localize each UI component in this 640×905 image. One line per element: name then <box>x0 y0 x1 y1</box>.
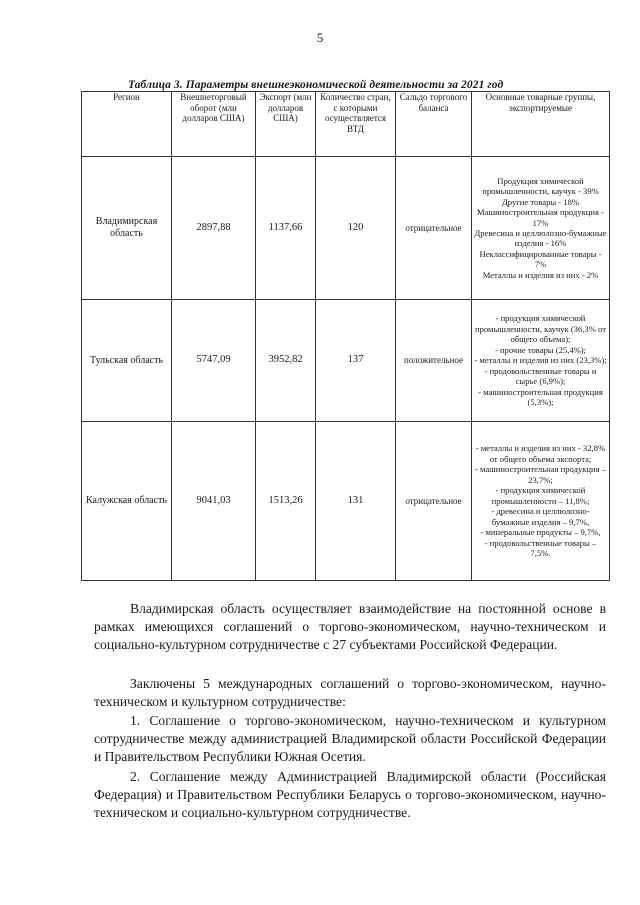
header-region: Регион <box>82 92 172 157</box>
goods-item: - металлы и изделия из них - 32,8% от общего объема экспорта; <box>475 443 606 464</box>
cell-countries: 131 <box>316 422 396 581</box>
page-number: 5 <box>316 30 324 45</box>
body-paragraph <box>94 675 606 711</box>
goods-item: Неклассифицированные товары - 7% <box>479 248 602 270</box>
cell-goods <box>472 157 610 300</box>
goods-item: Металлы и изделия из них - 2% <box>482 269 599 280</box>
cell-export: 1513,26 <box>256 422 316 581</box>
cell-goods <box>472 300 610 422</box>
table-header-row <box>82 92 610 157</box>
goods-item: - продукция химической промышленности – 11,8%; <box>491 485 590 506</box>
cell-balance: отрицательное <box>396 157 472 300</box>
goods-item: Машиностроительная продукция - 17% <box>477 207 604 228</box>
goods-item: - машиностроительная продукция (5,3%); <box>478 386 603 408</box>
goods-item: - машиностроительная продукция – 23,7%; <box>474 464 607 485</box>
paragraph-text: Владимирская область осуществляет взаимодействие на постоянной основе в рамках имеющихся соглашений о торгово-экономическом, научно-техническом и социально-культурном сотрудничестве с 27 субъектами Российской Федерации. <box>94 601 606 652</box>
paragraph-text: 1. Соглашение о торгово-экономическом, научно-техническом и культурном сотрудничестве между администрацией Владимирской области Российской Федерации и Правительством Республики Южная Осетия. <box>94 713 606 764</box>
goods-item: Другие товары - 18% <box>501 196 580 207</box>
cell-countries: 137 <box>316 300 396 422</box>
foreign-trade-table <box>81 91 610 581</box>
body-paragraph <box>94 600 606 654</box>
cell-turnover: 2897,88 <box>172 157 256 300</box>
paragraph-text: 2. Соглашение между Администрацией Владимирской области (Российская Федерация) и Правительством Республики Беларусь о торгово-экономическом, научно-техническом и социально-культурном сотрудничестве. <box>94 769 606 820</box>
table-row <box>82 157 610 300</box>
goods-item: - древесина и целлюлозно-бумажные изделия – 9,7%, <box>491 506 590 527</box>
header-goods: Основные товарные группы, экспортируемые <box>472 92 610 157</box>
table-row <box>82 422 610 581</box>
cell-turnover: 9041,03 <box>172 422 256 581</box>
cell-region: Калужская область <box>82 422 172 581</box>
goods-item: - продовольственные товары и сырье (6,9%); <box>484 365 597 387</box>
body-paragraph <box>94 768 606 822</box>
goods-item: - металлы и изделия из них (23,3%); <box>474 355 607 366</box>
cell-countries: 120 <box>316 157 396 300</box>
goods-item: - минеральные продукты – 9,7%, <box>480 527 601 538</box>
header-export: Экспорт (млн долларов США) <box>256 92 316 157</box>
cell-balance: отрицательное <box>396 422 472 581</box>
cell-goods <box>472 422 610 581</box>
cell-turnover: 5747,09 <box>172 300 256 422</box>
table-caption: Таблица 3. Параметры внешнеэкономической деятельности за 2021 год <box>128 79 504 91</box>
cell-region: Владимирская область <box>82 157 172 300</box>
goods-item: Древесина и целлюлозно-бумажные изделия - 16% <box>474 228 607 249</box>
cell-export: 3952,82 <box>256 300 316 422</box>
cell-export: 1137,66 <box>256 157 316 300</box>
cell-balance: положительное <box>396 300 472 422</box>
goods-item: - продовольственные товары – 7,5%. <box>484 537 597 559</box>
header-balance: Сальдо торгового баланса <box>396 92 472 157</box>
goods-item: - продукция химической промышленности, каучук (36,3% от общего объема); <box>475 313 606 345</box>
header-turnover: Внешнеторговый оборот (млн долларов США) <box>172 92 256 157</box>
goods-item: Продукция химической промышленности, каучук - 39% <box>482 175 599 197</box>
header-countries: Количество стран, с которыми осуществляется ВТД <box>316 92 396 157</box>
table-row <box>82 300 610 422</box>
body-paragraph <box>94 712 606 766</box>
paragraph-text: Заключены 5 международных соглашений о торгово-экономическом, научно-техническом и культурном сотрудничестве: <box>94 676 606 709</box>
goods-item: - прочие товары (25,4%); <box>494 344 587 355</box>
cell-region: Тульская область <box>82 300 172 422</box>
